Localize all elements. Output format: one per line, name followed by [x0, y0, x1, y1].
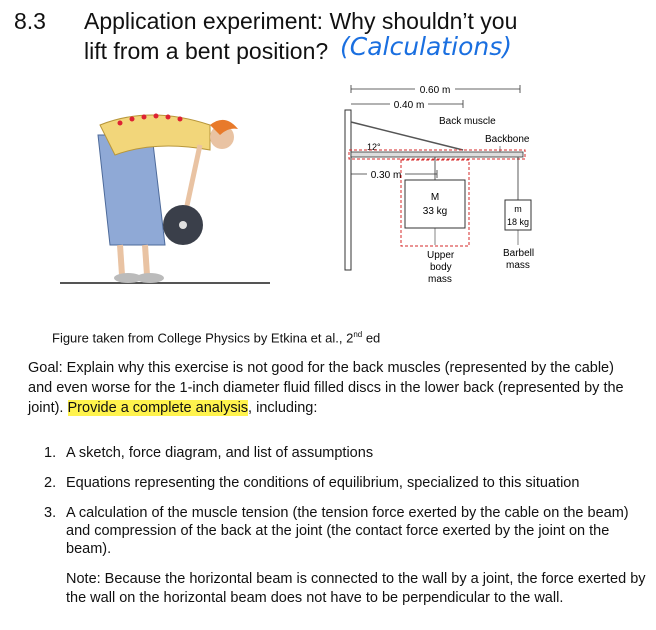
label-barbell-2: mass	[506, 260, 530, 271]
angle-label: 12°	[367, 142, 381, 152]
upper-body-mass-box	[405, 180, 465, 228]
goal-paragraph: Goal: Explain why this exercise is not good for the back muscles (represented by the cable) and even worse for the 1-inch diameter fluid filled discs in the lower back (represented by the joint). Provide a complete analysis, including:	[28, 360, 624, 416]
label-upper-body-2: body	[430, 262, 452, 273]
list-item: 2. Equations representing the conditions of equilibrium, specialized to this situation	[44, 475, 580, 491]
label-m-mass: 18 kg	[506, 217, 530, 227]
label-upper-body-3: mass	[428, 274, 452, 285]
left-leg	[120, 245, 122, 275]
list-item: 1. A sketch, force diagram, and list of assumptions	[44, 445, 374, 461]
dim-label-030: 0.30 m	[370, 170, 402, 181]
beam	[351, 152, 523, 157]
dim-label-060: 0.60 m	[419, 85, 451, 96]
label-upper-body-1: Upper	[427, 250, 455, 261]
right-leg	[145, 245, 147, 275]
label-backbone: Backbone	[485, 134, 530, 145]
skirt-shape	[98, 135, 165, 245]
highlighted-phrase: Provide a complete analysis	[67, 400, 249, 416]
person-lifting-illustration	[60, 95, 280, 310]
label-m: m	[514, 204, 522, 214]
figure-caption: Figure taken from College Physics by Etkina et al., 2nd ed	[52, 330, 381, 346]
page-title-line1: Application experiment: Why shouldn’t you	[84, 8, 518, 34]
barbell-hub	[179, 221, 187, 229]
dim-label-040: 0.40 m	[393, 100, 425, 111]
force-diagram	[335, 80, 545, 295]
label-barbell-1: Barbell	[503, 248, 535, 259]
wall	[345, 110, 351, 270]
right-shoe	[136, 273, 164, 283]
handwritten-note: (Calculations)	[340, 32, 512, 61]
requirements-list	[44, 444, 644, 558]
section-number: 8.3	[14, 8, 46, 34]
label-back-muscle: Back muscle	[439, 116, 496, 127]
note-paragraph: Note: Because the horizontal beam is connected to the wall by a joint, the force exerted by the wall on the horizontal beam does not have to be perpendicular to the wall.	[66, 571, 646, 606]
page-title-line2: lift from a bent position?	[84, 38, 329, 64]
torso-shirt	[100, 115, 210, 155]
label-M-mass: 33 kg	[422, 206, 448, 217]
arm	[185, 145, 200, 215]
list-item: 3. A calculation of the muscle tension (the tension force exerted by the cable on the beam) and compression of the back at the joint (the contact force exerted by the joint on the beam).	[44, 505, 629, 557]
label-M: M	[430, 192, 440, 203]
